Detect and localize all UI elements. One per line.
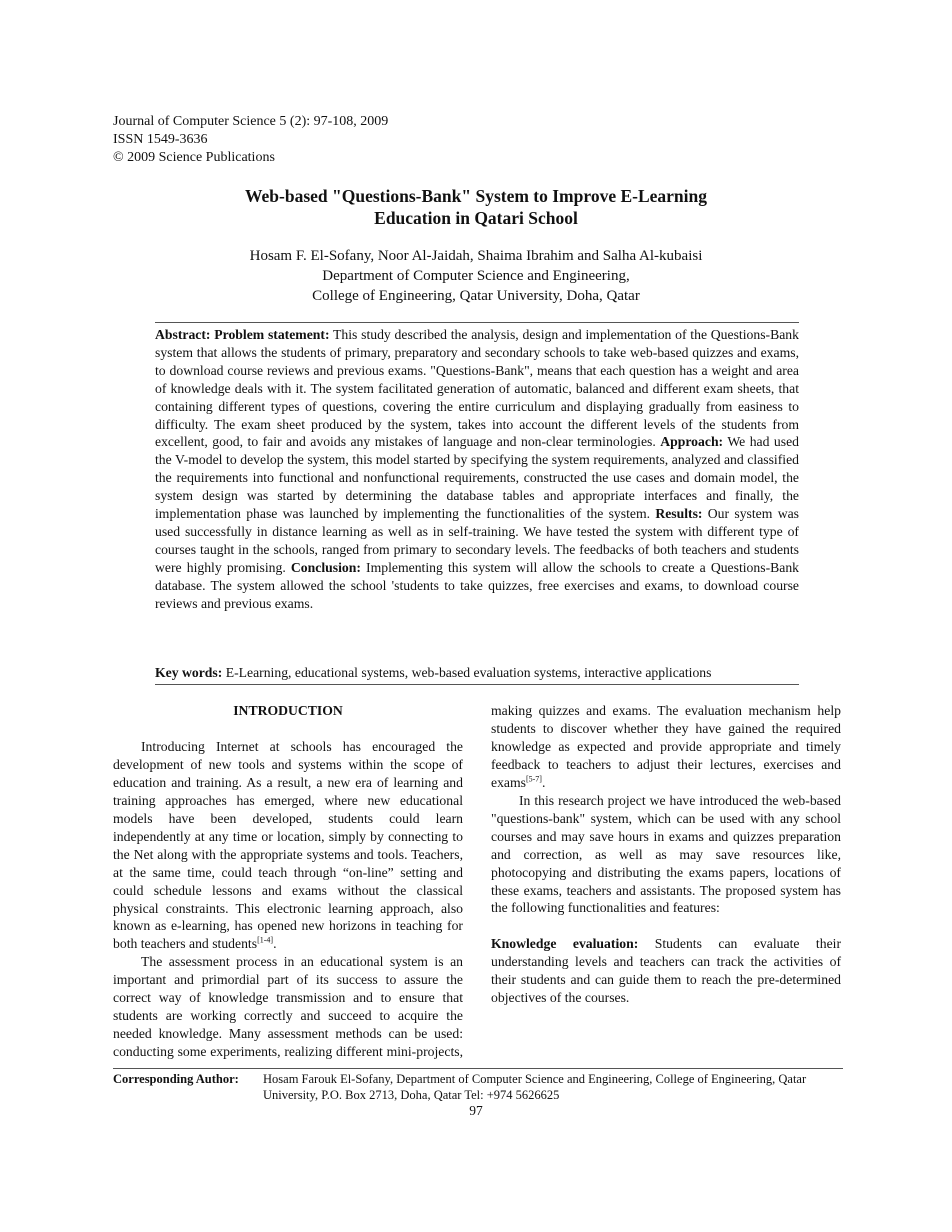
- page-number: 97: [469, 1103, 483, 1118]
- knowledge-evaluation-paragraph: [491, 935, 841, 1007]
- journal-copyright: © 2009 Science Publications: [113, 150, 275, 165]
- intro-paragraph-2-text: The assessment process in an educational system is an important and primordial part of its success to assure the correct way of knowledge transmission and to ensure that students are working correctly and succeed to acquire the needed knowledge. Many assessment methods can be used: conducting some experiments, realizing different mini-projects, making quizzes and exams. The evaluation mechanism help students to discover whether they have gained the required knowledge as expected and provide appropriate and timely feedback to teachers to adjust their lectures, exercises and exams: [113, 703, 841, 1060]
- approach-text: We had used the V-model to develop the system, this model started by specifying the system requirements, analyzed and classified the requirements into functional and nonfunctional requirements, constructed the use cases and domain model, the system design was started by determining the database tables and appropriate interfaces and finally, the implementation phase was launched by implementing the functionalities of the system.: [155, 434, 799, 522]
- results-label: Results:: [655, 506, 703, 522]
- corresponding-author-text: Hosam Farouk El-Sofany, Department of Computer Science and Engineering, College of Engineering, Qatar University, P.O. Box 2713, Doha, Qatar Tel: +974 5626625: [263, 1072, 807, 1102]
- corresponding-author-label: Corresponding Author:: [113, 1072, 239, 1086]
- keywords-label: Key words:: [155, 665, 223, 680]
- intro-paragraph-2-end: .: [541, 774, 546, 790]
- problem-statement-text: This study described the analysis, design and implementation of the Questions-Bank system that allows the students of primary, preparatory and secondary schools to take web-based quizzes and exams, to download course reviews and previous exams. "Questions-Bank", means that each question has a weight and area of knowledge deals with it. The system facilitated generation of automatic, balanced and different exam sheets, that containing different types of questions, covering the entire curriculum and displaying gradually from easiness to difficulty. The exam sheet produced by the system, takes into account the different levels of the students from excellent, good, to fair and avoids any mistakes of language and non-clear terminologies.: [155, 327, 799, 450]
- abstract: [155, 322, 799, 613]
- author-department: Department of Computer Science and Engineering,: [322, 268, 630, 284]
- author-block: [0, 246, 952, 306]
- knowledge-evaluation-label: Knowledge evaluation:: [491, 936, 639, 952]
- keywords: [155, 664, 799, 685]
- left-column: [113, 702, 841, 1062]
- citation-ref: [5-7]: [525, 774, 542, 784]
- intro-paragraph-1: [113, 738, 463, 953]
- keywords-text: E-Learning, educational systems, web-based evaluation systems, interactive applications: [225, 665, 712, 680]
- intro-paragraph-3: In this research project we have introduced the web-based "questions-bank" system, which can be used with any school courses and may save hours in exams and quizzes preparation and correction, as well as may save resources like, photocopying and distributing the exams papers, locations of these exams, teachers and assistants. The proposed system has the following functionalities and features:: [491, 792, 841, 916]
- paper-title: [0, 185, 952, 229]
- journal-citation: Journal of Computer Science 5 (2): 97-108, 2009: [113, 114, 389, 129]
- results-text: Our system was used successfully in distance learning as well as in self-training. We have tested the system with different type of courses taught in the schools, ranged from primary to secondary levels. The feedbacks of both teachers and students were highly promising.: [155, 506, 799, 575]
- knowledge-evaluation-text: Students can evaluate their understanding levels and teachers can track the activities of their students and can guide them to reach the pre-determined objectives of the courses.: [491, 936, 842, 1006]
- conclusion-text: Implementing this system will allow the schools to create a Questions-Bank database. The system allowed the school 'students to take quizzes, free exercises and exams, to download course reviews and previous exams.: [155, 559, 800, 611]
- journal-issn: ISSN 1549-3636: [113, 132, 208, 147]
- problem-statement-label: Problem statement:: [214, 327, 330, 342]
- intro-paragraph-1-end: .: [273, 936, 277, 952]
- abstract-label: Abstract:: [155, 327, 211, 342]
- approach-label: Approach:: [660, 434, 724, 450]
- conclusion-label: Conclusion:: [290, 559, 361, 575]
- citation-ref: [1-4]: [257, 935, 274, 945]
- author-affiliation: College of Engineering, Qatar University, Doha, Qatar: [312, 288, 640, 304]
- footer-divider: [113, 1068, 843, 1069]
- journal-info: [113, 113, 388, 167]
- section-heading-introduction: INTRODUCTION: [233, 703, 343, 718]
- author-names: Hosam F. El-Sofany, Noor Al-Jaidah, Shaima Ibrahim and Salha Al-kubaisi: [249, 248, 703, 264]
- paragraph-gap: [491, 917, 841, 935]
- intro-paragraph-1-text: Introducing Internet at schools has encouraged the development of new tools and systems within the scope of education and training. As a result, a new era of learning and training approaches has emerged, where new educational models have been developed, students could learn independently at any time or location, simply by connecting to the Net along with the appropriate systems and tools. Teachers, at the same time, could teach through “on-line” setting and could schedule lessons and exams without the classical physical constraints. This electronic learning approach, also known as e-learning, has opened new horizons in teaching for both teachers and students: [113, 738, 463, 952]
- title-line-1: Web-based "Questions-Bank" System to Improve E-Learning: [245, 186, 707, 206]
- title-line-2: Education in Qatari School: [374, 208, 578, 228]
